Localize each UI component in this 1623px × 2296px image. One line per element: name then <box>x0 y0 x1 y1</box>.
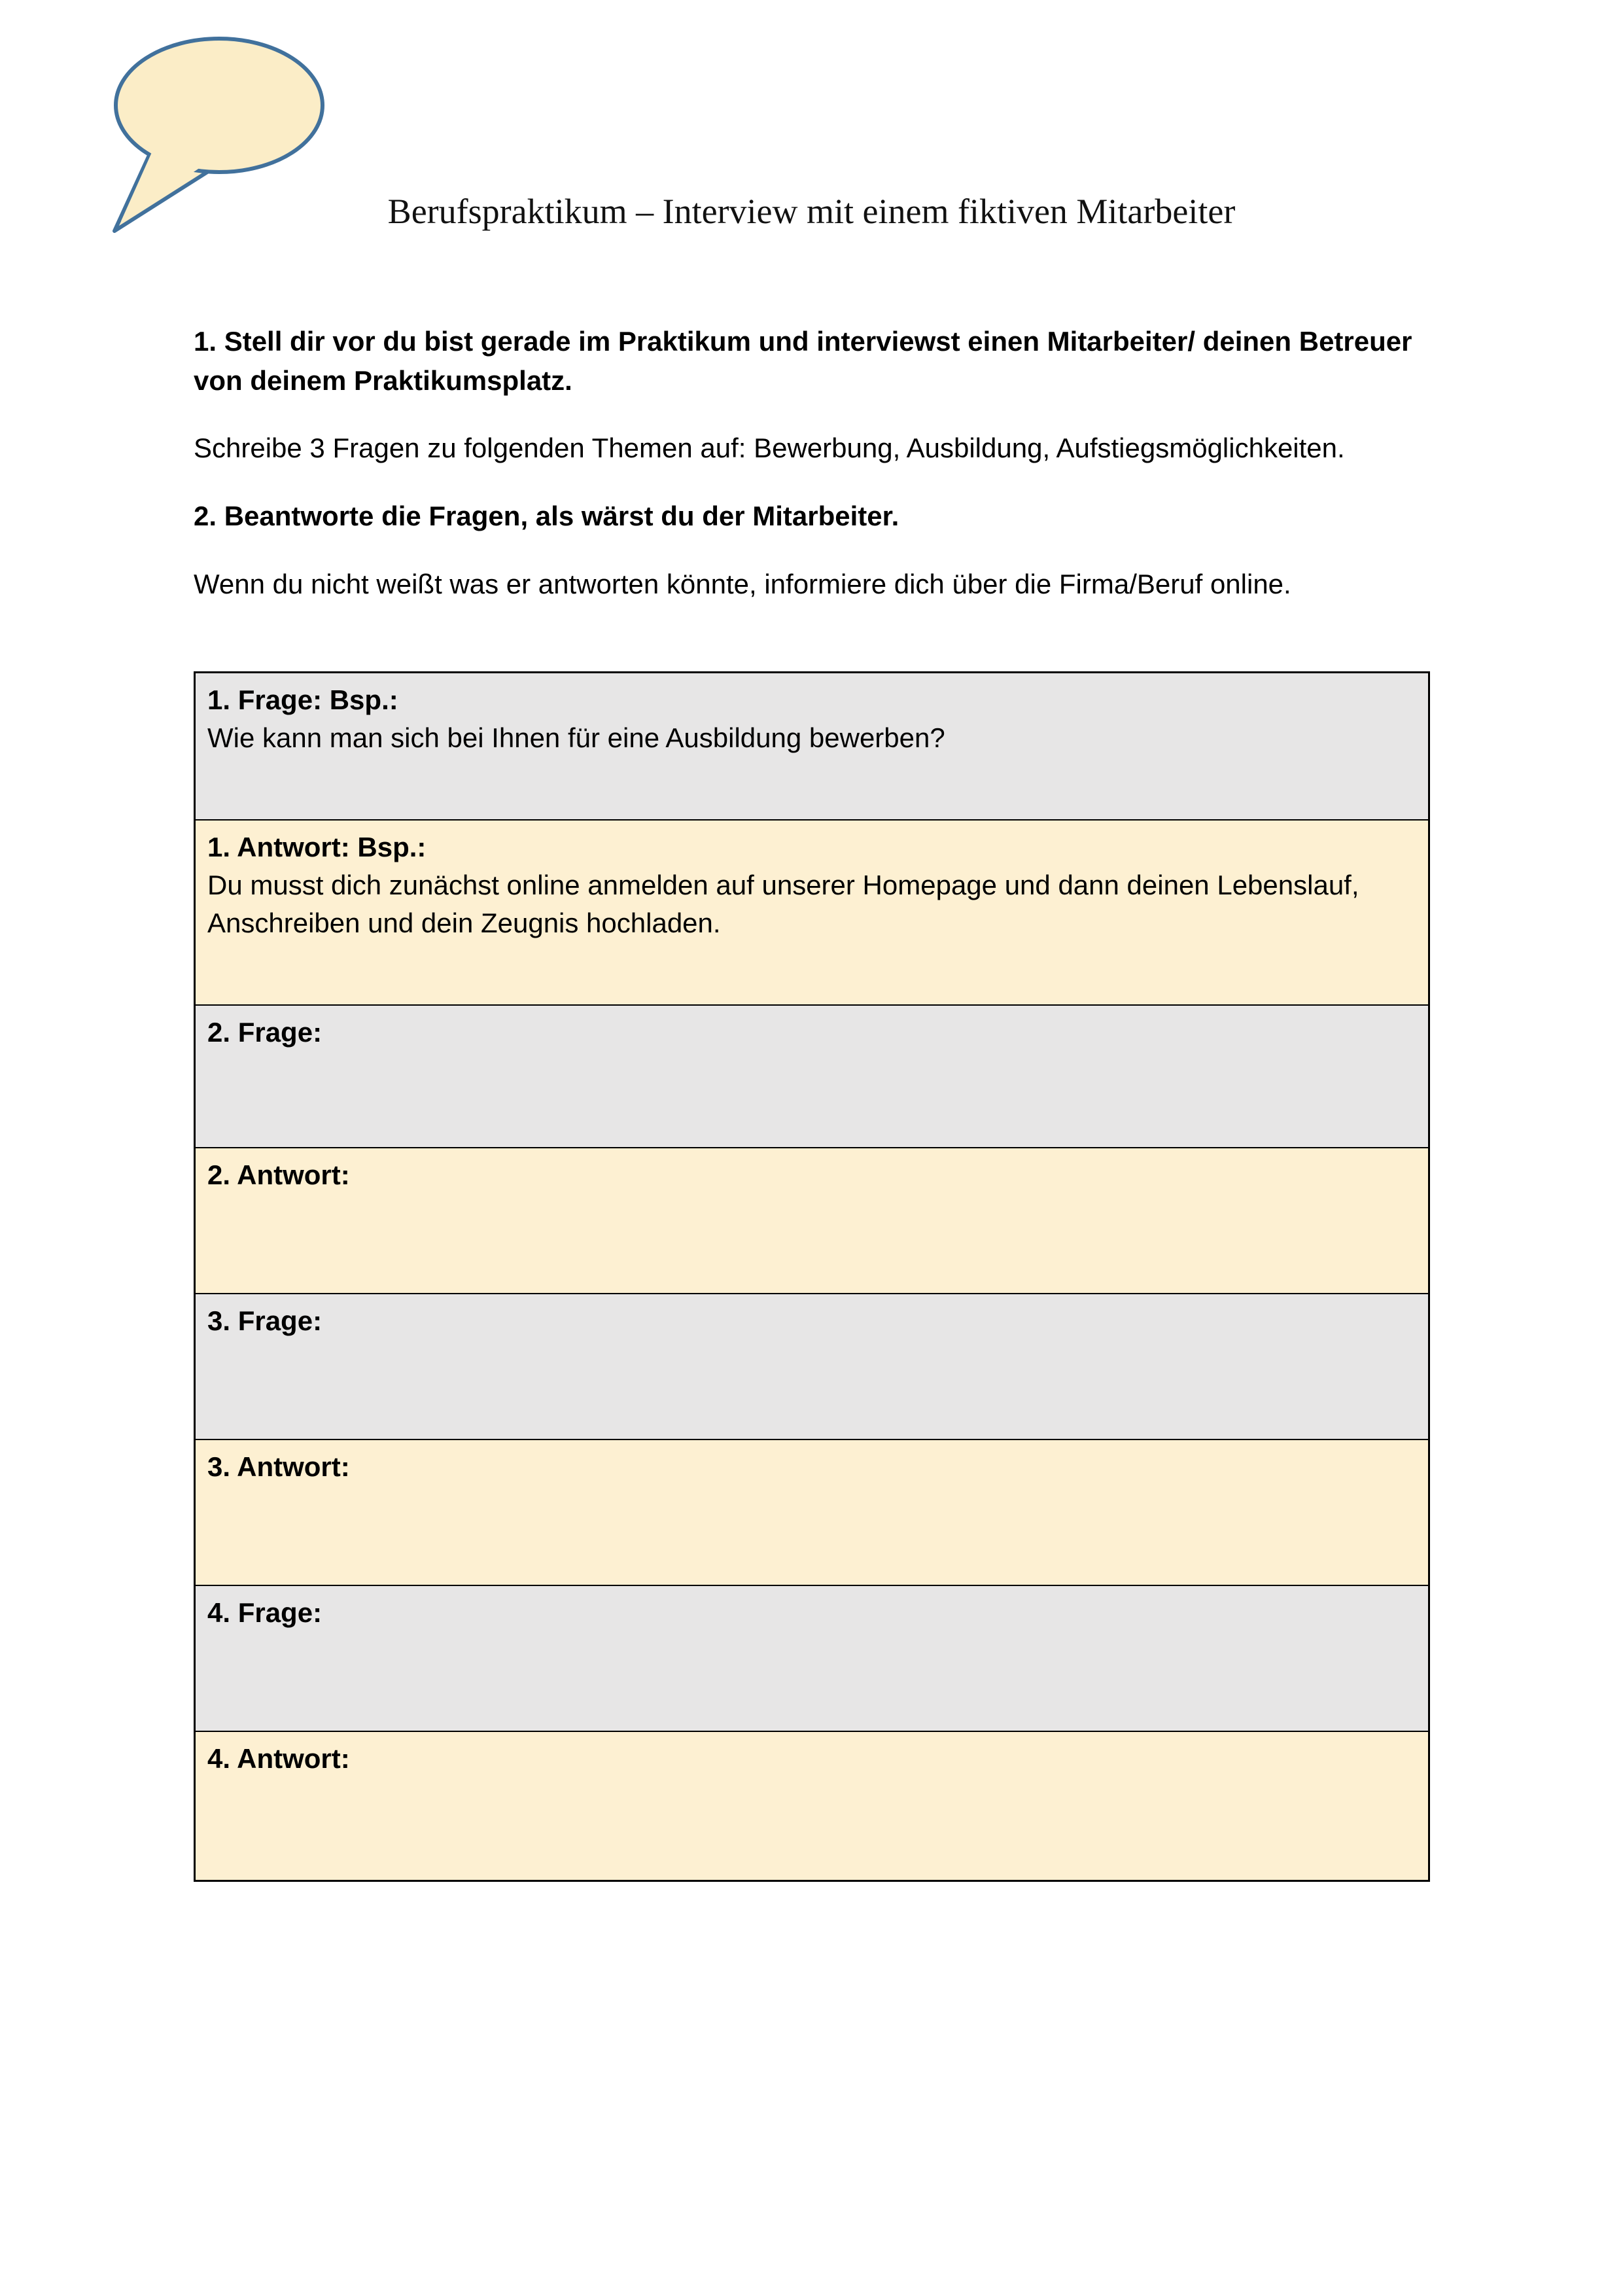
table-row-antwort-4 <box>196 1731 1428 1880</box>
row-label: 1. Antwort: Bsp.: <box>207 832 427 863</box>
row-label: 4. Antwort: <box>207 1743 350 1775</box>
row-label: 4. Frage: <box>207 1597 323 1629</box>
table-row-frage-4 <box>196 1585 1428 1731</box>
row-label: 3. Antwort: <box>207 1451 350 1483</box>
table-row-antwort-2 <box>196 1147 1428 1293</box>
speech-bubble-icon <box>85 31 347 247</box>
row-label: 1. Frage: Bsp.: <box>207 684 398 716</box>
instruction-step-1: 1. Stell dir vor du bist gerade im Praktikum und interviewst einen Mitarbeiter/ deinen Betreuer von deinem Praktikumsplatz. <box>194 326 1412 396</box>
page-title: Berufspraktikum – Interview mit einem fiktiven Mitarbeiter <box>387 192 1236 231</box>
table-row-antwort-3 <box>196 1439 1428 1585</box>
table-row-frage-2 <box>196 1004 1428 1147</box>
table-row-frage-3 <box>196 1293 1428 1439</box>
table-row-frage-1 <box>196 673 1428 819</box>
instruction-step-2-detail: Wenn du nicht weißt was er antworten könnte, informiere dich über die Firma/Beruf online. <box>194 568 1291 599</box>
table-row-antwort-1 <box>196 819 1428 1004</box>
row-body: Du musst dich zunächst online anmelden auf unserer Homepage und dann deinen Lebenslauf, Anschreiben und dein Zeugnis hochladen. <box>207 870 1359 939</box>
interview-table <box>194 671 1430 1882</box>
row-label: 3. Frage: <box>207 1305 323 1337</box>
instruction-step-2: 2. Beantworte die Fragen, als wärst du der Mitarbeiter. <box>194 500 899 531</box>
row-label: 2. Frage: <box>207 1017 323 1048</box>
instruction-step-1-detail: Schreibe 3 Fragen zu folgenden Themen auf: Bewerbung, Ausbildung, Aufstiegsmöglichkeiten. <box>194 433 1345 464</box>
instructions-block <box>194 322 1429 603</box>
row-body: Wie kann man sich bei Ihnen für eine Ausbildung bewerben? <box>207 722 945 754</box>
row-label: 2. Antwort: <box>207 1159 350 1191</box>
